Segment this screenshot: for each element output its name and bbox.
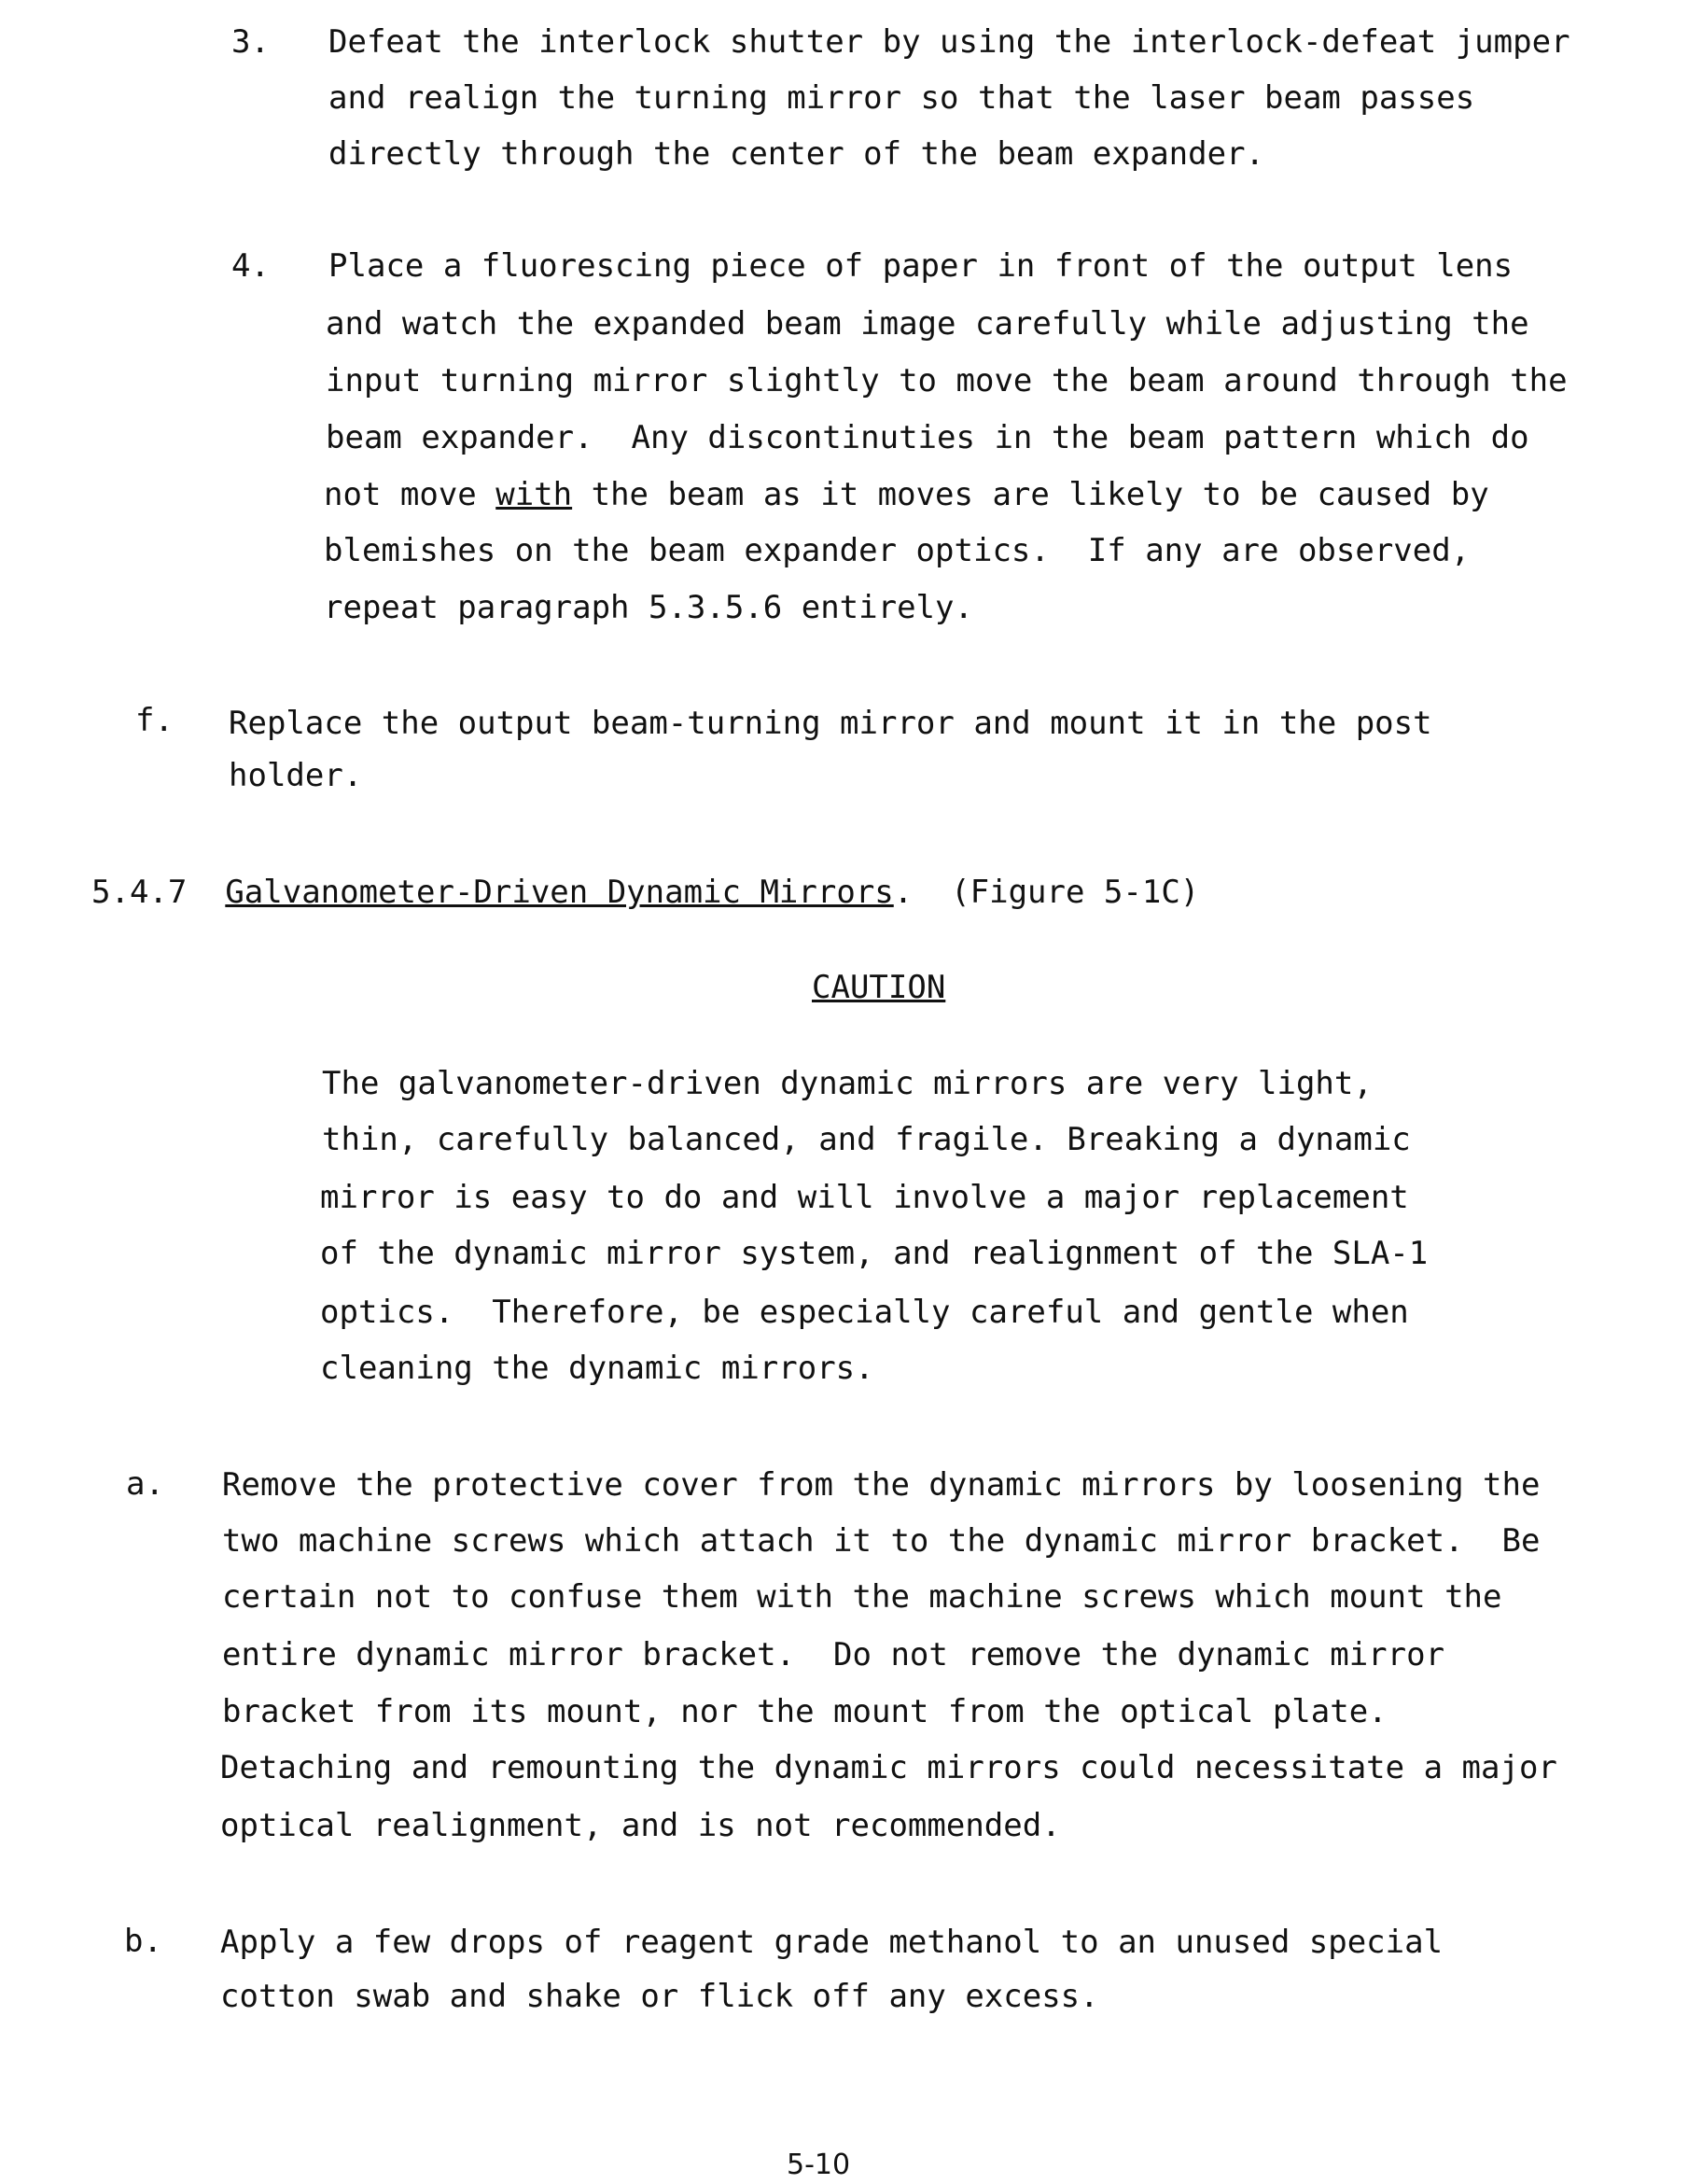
text: the beam as it moves are likely to be caused by (572, 476, 1489, 513)
page-number: 5-10 (787, 2147, 850, 2184)
text-line: Defeat the interlock shutter by using the interlock-defeat jumper (328, 23, 1570, 61)
text-line: bracket from its mount, nor the mount from the optical plate. (222, 1693, 1388, 1730)
step-label: 4. (231, 247, 270, 285)
underlined-word: with (495, 476, 572, 513)
text-line: cleaning the dynamic mirrors. (320, 1350, 874, 1387)
text-line: thin, carefully balanced, and fragile. Breaking a dynamic (322, 1121, 1411, 1158)
text-line: blemishes on the beam expander optics. If any are observed, (324, 532, 1470, 569)
text-line: directly through the center of the beam expander. (328, 135, 1264, 173)
text-line: optical realignment, and is not recommended. (220, 1807, 1061, 1844)
text-line: Remove the protective cover from the dynamic mirrors by loosening the (222, 1466, 1540, 1504)
caution-heading: CAUTION (812, 969, 945, 1006)
text: not move (324, 476, 495, 513)
section-heading (91, 874, 1199, 911)
text-line: Replace the output beam-turning mirror and mount it in the post (229, 705, 1432, 742)
text-line: beam expander. Any discontinuties in the beam pattern which do (326, 419, 1529, 456)
text-line: of the dynamic mirror system, and realignment of the SLA-1 (320, 1235, 1428, 1272)
text-line: optics. Therefore, be especially careful and gentle when (320, 1294, 1409, 1331)
step-label: 3. (231, 23, 270, 61)
text-line: cotton swab and shake or flick off any excess. (220, 1978, 1099, 2015)
section-title: Galvanometer-Driven Dynamic Mirrors (225, 874, 893, 911)
text-line: entire dynamic mirror bracket. Do not remove the dynamic mirror (222, 1636, 1444, 1673)
text-line: repeat paragraph 5.3.5.6 entirely. (324, 589, 973, 626)
text-line (324, 476, 1489, 513)
text-line: The galvanometer-driven dynamic mirrors are very light, (322, 1065, 1373, 1102)
text-line: Place a fluorescing piece of paper in front of the output lens (328, 247, 1513, 285)
text-line: and realign the turning mirror so that the laser beam passes (328, 79, 1474, 117)
step-label: b. (124, 1923, 162, 1960)
text-line: Apply a few drops of reagent grade methanol to an unused special (220, 1924, 1443, 1961)
text-line: holder. (229, 757, 362, 794)
section-suffix: . (Figure 5-1C) (894, 874, 1200, 911)
text-line: input turning mirror slightly to move the beam around through the (326, 362, 1568, 399)
step-label: a. (126, 1465, 164, 1503)
text-line: mirror is easy to do and will involve a major replacement (320, 1179, 1409, 1216)
text-line: Detaching and remounting the dynamic mirrors could necessitate a major (220, 1749, 1557, 1786)
text-line: and watch the expanded beam image carefully while adjusting the (326, 305, 1529, 343)
text-line: certain not to confuse them with the machine screws which mount the (222, 1578, 1501, 1616)
step-label: f. (135, 702, 174, 739)
text-line: two machine screws which attach it to the dynamic mirror bracket. Be (222, 1522, 1540, 1560)
section-number: 5.4.7 (91, 874, 187, 911)
